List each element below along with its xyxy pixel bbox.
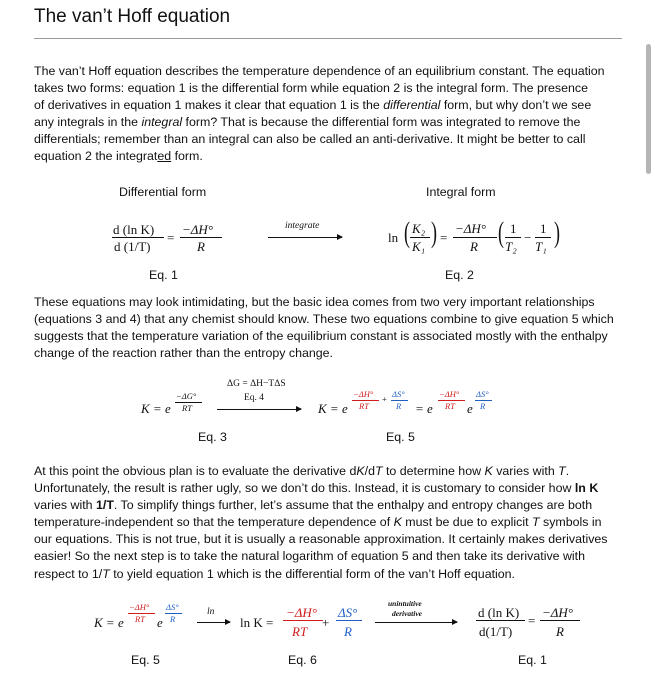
para3-line-2: Unfortunately, the result is rather ugly, so we don’t do this. Instead, it is customary to consider how ln K xyxy=(34,481,599,496)
para1-line-5: differentials; remember than an integral can also be called an anti-derivative. It might be better to call xyxy=(34,132,586,147)
eq5-k-equals: K = e xyxy=(318,401,348,416)
title-divider xyxy=(34,38,622,39)
para3-line-3: varies with 1/T. To simplify things further, let’s assume that the enthalpy and entropy changes are both xyxy=(34,498,593,513)
eq3-exp-numerator: −ΔG° xyxy=(176,391,197,401)
eq1-rhs-numerator: −ΔH° xyxy=(182,222,213,237)
eq6-plus: + xyxy=(322,615,330,630)
eq5b-e: e xyxy=(467,401,473,416)
para2-line-4: change of the reaction rather than the entropy change. xyxy=(34,346,333,361)
eq4-arrow xyxy=(217,409,301,410)
fig3-k-equals: K = e xyxy=(94,615,124,630)
eq1-label: Eq. 1 xyxy=(149,268,178,282)
eq2-label: Eq. 2 xyxy=(445,268,474,282)
fig3-eq5-label: Eq. 5 xyxy=(131,653,160,667)
integral-emphasis: integral xyxy=(141,115,183,130)
eq4-relation: ΔG = ΔH−TΔS xyxy=(227,379,286,389)
derivative-label: derivative xyxy=(392,609,422,618)
t2-denominator: T₂ xyxy=(505,239,517,254)
eq1-lhs-denominator: d (1/T) xyxy=(114,239,151,254)
eq5a-dh-denominator: RT xyxy=(359,401,369,411)
eq1-equals: = xyxy=(167,230,175,245)
eq2-rhs-denominator: R xyxy=(470,239,478,254)
para1-line-1: The van’t Hoff equation describes the temperature dependence of an equilibrium constant. The equation xyxy=(34,64,605,78)
ln-arrow xyxy=(197,622,230,623)
eq1-rhs-fraction-bar xyxy=(180,237,222,238)
integrate-arrow xyxy=(268,237,342,238)
para2-line-3: suggests that the temperature variation of the equilibrium constant is associated mostly with the enthalpy xyxy=(34,329,608,344)
one-over-t2-numerator: 1 xyxy=(510,221,517,236)
eq5a-plus: + xyxy=(382,394,387,404)
fig3-eq1-label: Eq. 1 xyxy=(518,653,547,667)
k-ratio-bar xyxy=(410,237,430,238)
para1-line-2: takes two forms: equation 1 is the differential form while equation 2 is the integral form. The presence xyxy=(34,81,588,96)
integral-form-label: Integral form xyxy=(426,185,496,199)
eq1-lhs-numerator: d (ln K) xyxy=(113,222,155,237)
eq6-dh-denominator: RT xyxy=(292,624,308,639)
k2-numerator: K₂ xyxy=(412,221,426,236)
para1-line-3: of derivatives in equation 1 makes it clear that equation 1 is the differential form, but why don’t we see xyxy=(34,98,592,113)
derivative-arrow xyxy=(375,622,457,623)
para3-line-1: At this point the obvious plan is to evaluate the derivative dK/dT to determine how K varies with T. xyxy=(34,464,570,478)
fig3-lhs-numerator: d (ln K) xyxy=(478,605,520,620)
eq5b-dh-denominator: RT xyxy=(445,401,455,411)
ln-symbol: ln xyxy=(388,230,399,245)
para3-line-7: respect to 1/T to yield equation 1 which is the differential form of the van’t Hoff equation. xyxy=(34,566,516,581)
eq5a-ds-denominator: R xyxy=(396,401,402,411)
one-over-t-emphasis: 1/T xyxy=(95,498,114,513)
one-over-t1-numerator: 1 xyxy=(540,221,547,236)
eq6-dh-numerator: −ΔH° xyxy=(286,605,317,620)
eq6-ds-numerator: ΔS° xyxy=(338,605,358,620)
eq6-dh-bar xyxy=(283,620,323,621)
k1-denominator: K₁ xyxy=(412,239,426,254)
minus-sign: − xyxy=(524,230,532,245)
relationships-paragraph xyxy=(34,294,632,362)
para1-line-4: any integrals in the integral form? That is because the differential form was integrated to remove the xyxy=(34,115,581,130)
eq2-rhs-fraction-bar xyxy=(453,237,497,238)
para1-line-6: equation 2 the integrated form. xyxy=(34,149,203,164)
one-over-t1-bar xyxy=(535,237,551,238)
right-paren-t: ) xyxy=(554,216,560,249)
eq5b-dh-numerator: −ΔH° xyxy=(439,389,460,399)
eq1-lhs-fraction-bar xyxy=(112,237,164,238)
para2-line-1: These equations may look intimidating, but the basic idea comes from two very important relationships xyxy=(34,295,595,309)
fig3-equals: = xyxy=(528,613,536,628)
differential-emphasis: differential xyxy=(383,98,441,113)
eq2-equals: = xyxy=(440,230,448,245)
eq6-ds-denominator: R xyxy=(344,624,352,639)
unintuitive-label: unintuitive xyxy=(388,599,422,608)
fig3-ds-numerator: ΔS° xyxy=(166,602,179,612)
ln-k-emphasis: ln K xyxy=(574,481,599,496)
fig3-dh-denominator: RT xyxy=(135,614,145,624)
fig3-rhs-numerator: −ΔH° xyxy=(542,605,573,620)
eq5a-dh-numerator: −ΔH° xyxy=(353,389,374,399)
fig3-lhs-denominator: d(1/T) xyxy=(479,624,513,639)
left-paren-t: ( xyxy=(498,216,504,249)
differential-form-label: Differential form xyxy=(119,185,207,199)
t1-denominator: T₁ xyxy=(535,239,547,254)
fig3-dh-numerator: −ΔH° xyxy=(129,602,150,612)
fig3-ds-denominator: R xyxy=(170,614,176,624)
fig3-e: e xyxy=(157,615,163,630)
eq3-label: Eq. 3 xyxy=(198,430,227,444)
eq5-second-equals: = e xyxy=(415,401,433,416)
fig3-rhs-denominator: R xyxy=(556,624,564,639)
eq1-rhs-denominator: R xyxy=(197,239,205,254)
right-paren-k: ) xyxy=(431,216,437,249)
eq5b-ds-numerator: ΔS° xyxy=(476,389,489,399)
fig3-lhs-bar xyxy=(476,620,525,621)
left-paren-k: ( xyxy=(404,216,410,249)
lnk-equals: ln K = xyxy=(240,615,274,630)
scrollbar-thumb[interactable] xyxy=(646,44,651,174)
para3-line-4: temperature-independent so that the temperature dependence of K must be due to explicit T symbols in xyxy=(34,515,602,530)
fig3-eq6-label: Eq. 6 xyxy=(288,653,317,667)
para2-line-2: (equations 3 and 4) that any chemist should know. These two equations combine to give equation 5 which xyxy=(34,312,614,327)
one-over-t2-bar xyxy=(505,237,521,238)
derivation-paragraph xyxy=(34,463,632,583)
fig3-rhs-bar xyxy=(540,620,580,621)
eq5a-ds-numerator: ΔS° xyxy=(392,389,405,399)
intro-paragraph xyxy=(34,63,632,166)
eq4-label: Eq. 4 xyxy=(244,393,265,403)
integrate-label: integrate xyxy=(285,221,320,231)
eq3-exp-denominator: RT xyxy=(182,403,192,413)
ln-arrow-label: ln xyxy=(207,607,215,617)
eq3-k-equals: K = e xyxy=(141,401,171,416)
para3-line-5: our equations. This is not true, but it is usually a reasonable approximation. It certainly makes derivatives xyxy=(34,532,608,547)
eq2-rhs-numerator: −ΔH° xyxy=(455,221,486,236)
eq5b-ds-denominator: R xyxy=(480,401,486,411)
eq5-label-top: Eq. 5 xyxy=(386,430,415,444)
para3-line-6: easier! So the next step is to take the natural logarithm of equation 5 and then take its derivative with xyxy=(34,549,586,564)
page-title: The van’t Hoff equation xyxy=(34,6,231,27)
eq6-ds-bar xyxy=(336,620,362,621)
